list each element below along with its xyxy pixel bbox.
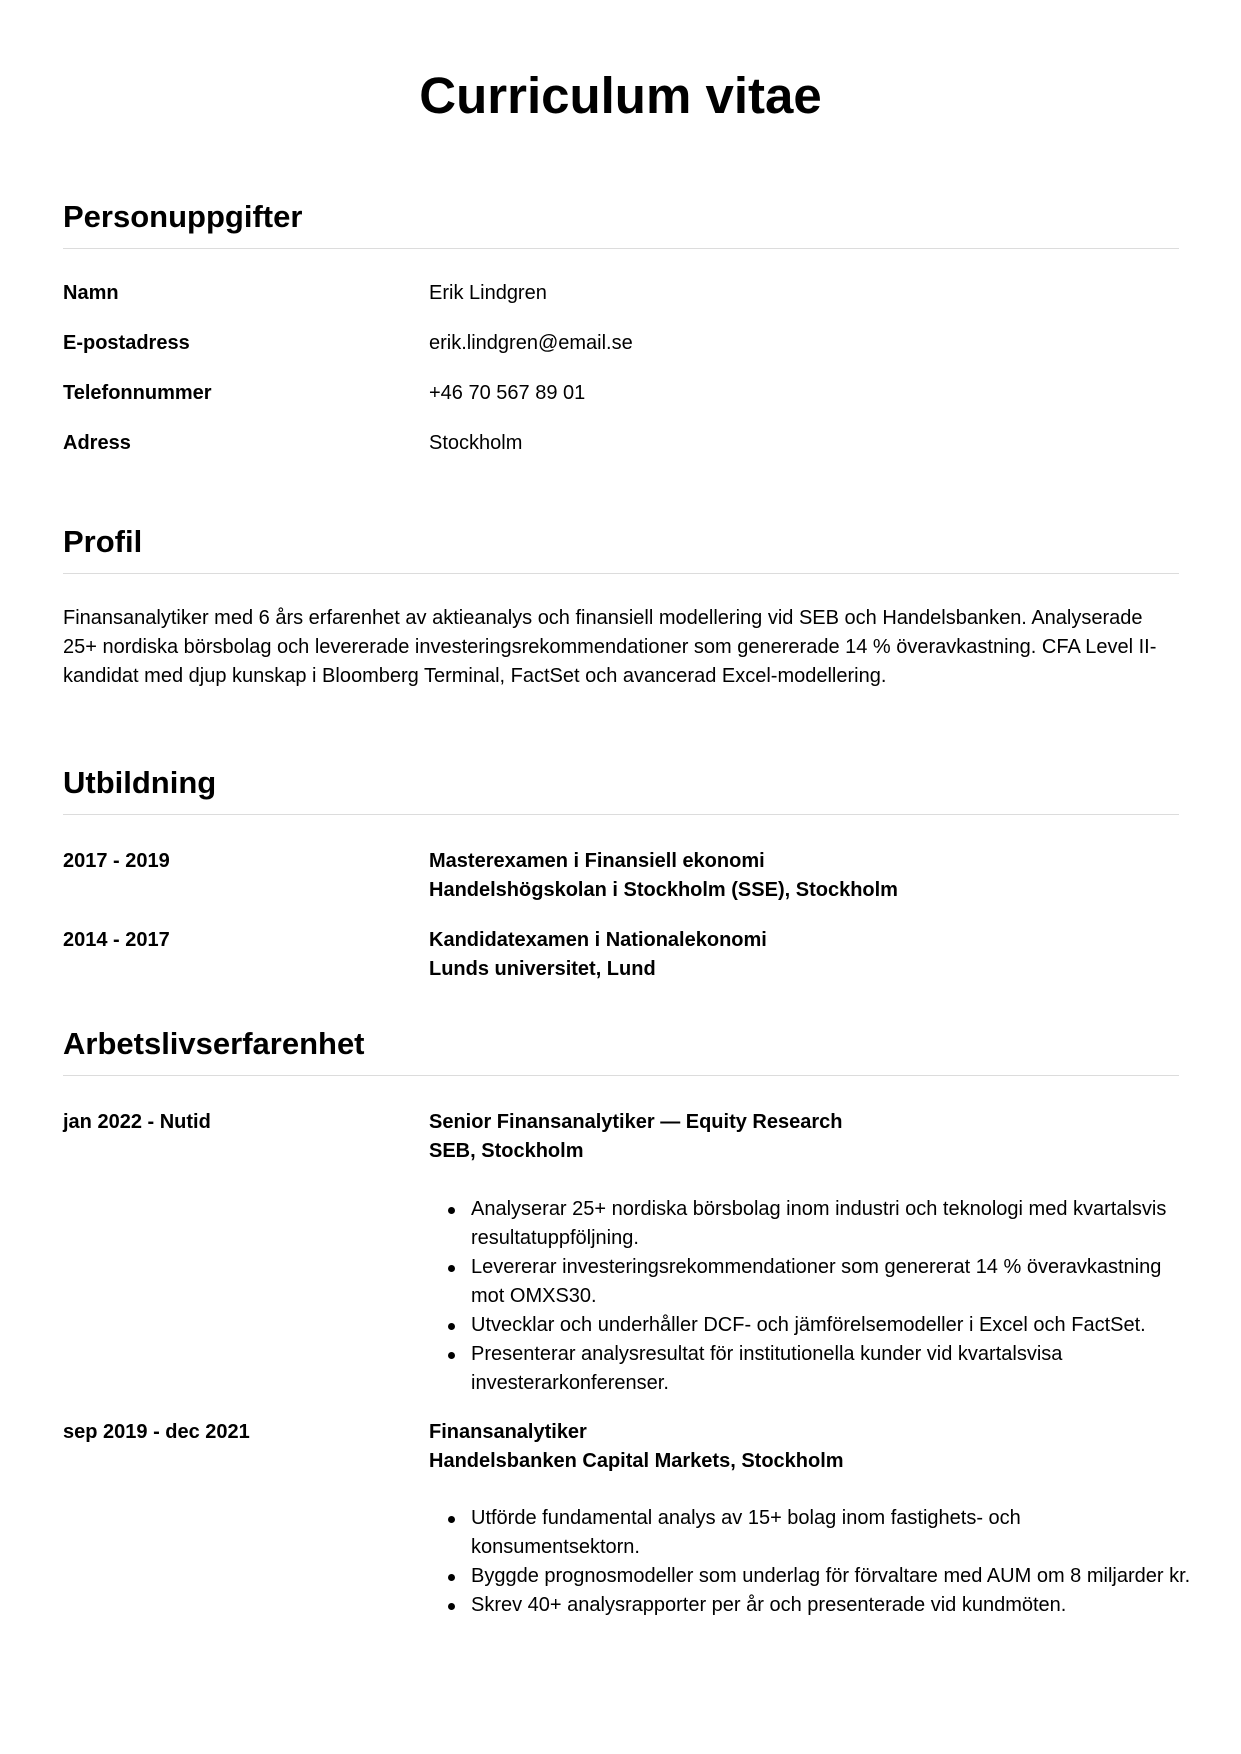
education-school: Handelshögskolan i Stockholm (SSE), Stockholm xyxy=(429,879,898,901)
label-email: E-postadress xyxy=(63,332,190,354)
experience-entry xyxy=(429,1418,844,1476)
section-divider xyxy=(63,573,1179,574)
experience-bullet: Analyserar 25+ nordiska börsbolag inom industri och teknologi med kvartalsvis resultatuppföljning. xyxy=(471,1195,1191,1253)
experience-bullet: Presenterar analysresultat för institutionella kunder vid kvartalsvisa investerarkonferenser. xyxy=(471,1340,1191,1398)
label-address: Adress xyxy=(63,432,131,454)
section-divider xyxy=(63,1075,1179,1076)
document-title: Curriculum vitae xyxy=(419,67,822,124)
experience-bullet: Byggde prognosmodeller som underlag för förvaltare med AUM om 8 miljarder kr. xyxy=(471,1562,1191,1591)
experience-employer: Handelsbanken Capital Markets, Stockholm xyxy=(429,1450,844,1472)
section-heading-education: Utbildning xyxy=(63,765,217,800)
label-name: Namn xyxy=(63,282,119,304)
education-degree: Masterexamen i Finansiell ekonomi xyxy=(429,850,765,872)
experience-bullet: Levererar investeringsrekommendationer som genererat 14 % överavkastning mot OMXS30. xyxy=(471,1253,1191,1311)
section-heading-experience: Arbetslivserfarenhet xyxy=(63,1026,365,1061)
education-degree: Kandidatexamen i Nationalekonomi xyxy=(429,929,767,951)
education-period: 2017 - 2019 xyxy=(63,850,170,872)
experience-bullet: Utvecklar och underhåller DCF- och jämförelsemodeller i Excel och FactSet. xyxy=(471,1311,1191,1340)
experience-entry xyxy=(429,1108,842,1166)
section-divider xyxy=(63,814,1179,815)
experience-bullet: Skrev 40+ analysrapporter per år och presenterade vid kundmöten. xyxy=(471,1591,1191,1620)
experience-period: sep 2019 - dec 2021 xyxy=(63,1421,250,1443)
education-school: Lunds universitet, Lund xyxy=(429,958,656,980)
education-entry xyxy=(429,926,767,984)
section-heading-personal: Personuppgifter xyxy=(63,199,303,234)
value-phone: +46 70 567 89 01 xyxy=(429,382,586,404)
experience-role: Finansanalytiker xyxy=(429,1421,587,1443)
section-heading-profile: Profil xyxy=(63,524,143,559)
experience-period: jan 2022 - Nutid xyxy=(63,1111,211,1133)
profile-summary: Finansanalytiker med 6 års erfarenhet av aktieanalys och finansiell modellering vid SEB och Handelsbanken. Analyserade 25+ nordiska börsbolag och levererade investeringsrekommendationer som genererade 14 % överavkastning. CFA Level II-kandidat med djup kunskap i Bloomberg Terminal, FactSet och avancerad Excel-modellering. xyxy=(63,607,1157,687)
value-address: Stockholm xyxy=(429,432,523,454)
section-divider xyxy=(63,248,1179,249)
experience-role: Senior Finansanalytiker — Equity Research xyxy=(429,1111,843,1133)
experience-bullet-list xyxy=(471,1195,1191,1398)
value-email: erik.lindgren@email.se xyxy=(429,332,633,354)
education-period: 2014 - 2017 xyxy=(63,929,170,951)
value-name: Erik Lindgren xyxy=(429,282,547,304)
experience-bullet-list xyxy=(471,1504,1191,1620)
experience-bullet: Utförde fundamental analys av 15+ bolag inom fastighets- och konsumentsektorn. xyxy=(471,1504,1191,1562)
education-entry xyxy=(429,847,898,905)
label-phone: Telefonnummer xyxy=(63,382,212,404)
experience-employer: SEB, Stockholm xyxy=(429,1140,584,1162)
